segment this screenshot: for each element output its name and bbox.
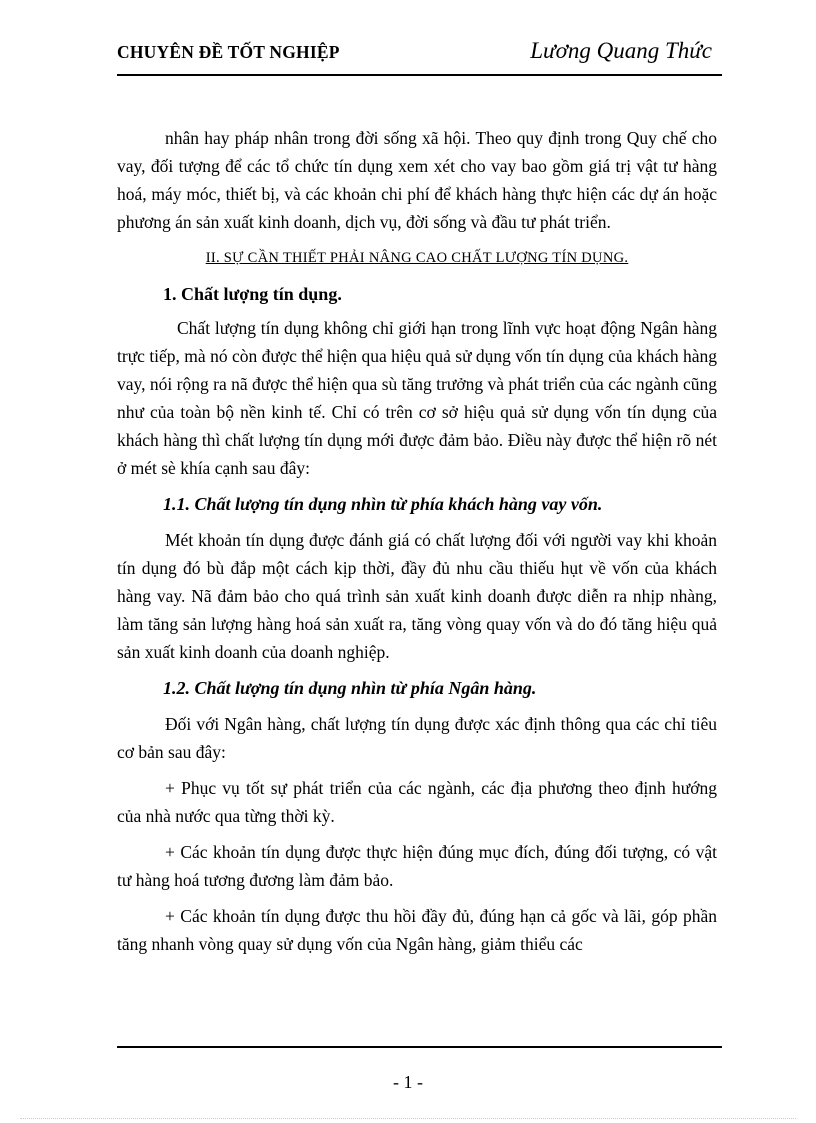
bullet-item-3: + Các khoản tín dụng được thu hồi đầy đủ, đúng hạn cả gốc và lãi, góp phần tăng nhanh vòng quay sử dụng vốn của Ngân hàng, giảm thiểu các bbox=[117, 906, 717, 954]
page-edge-divider bbox=[20, 1118, 796, 1119]
heading-1-1: 1.1. Chất lượng tín dụng nhìn từ phía khách hàng vay vốn. bbox=[163, 494, 603, 514]
footer-rule bbox=[117, 1046, 722, 1048]
paragraph-borrower: Mét khoản tín dụng được đánh giá có chất lượng đối với người vay khi khoản tín dụng đó bù đắp một cách kịp thời, đầy đủ nhu cầu thiếu hụt về vốn của khách hàng vay. Nã đảm bảo cho quá trình sản xuất kinh doanh được diễn ra nhịp nhàng, làm tăng sản lượng hàng hoá sản xuất ra, tăng vòng quay vốn và do đó tăng hiệu quả sản xuất kinh doanh của doanh nghiệp. bbox=[117, 530, 717, 662]
header-rule bbox=[117, 74, 722, 76]
bullet-item-1: + Phục vụ tốt sự phát triển của các ngành, các địa phương theo định hướng của nhà nước qua từng thời kỳ. bbox=[117, 778, 717, 826]
paragraph-bank: Đối với Ngân hàng, chất lượng tín dụng được xác định thông qua các chỉ tiêu cơ bản sau đây: bbox=[117, 714, 717, 762]
paragraph-quality: Chất lượng tín dụng không chỉ giới hạn trong lĩnh vực hoạt động Ngân hàng trực tiếp, mà nó còn được thể hiện qua hiệu quả sử dụng vốn tín dụng của khách hàng vay, nói rộng ra nã được thể hiện qua sù tăng trưởng và phát triển của các ngành cũng như của toàn bộ nền kinh tế. Chỉ có trên cơ sở hiệu quả sử dụng vốn tín dụng của khách hàng thì chất lượng tín dụng mới được đảm bảo. Điều này được thể hiện rõ nét ở mét sè khía cạnh sau đây: bbox=[117, 318, 717, 478]
section-title: II. SỰ CẦN THIẾT PHẢI NÂNG CAO CHẤT LƯỢNG TÍN DỤNG. bbox=[205, 250, 629, 266]
header-author: Lương Quang Thức bbox=[530, 38, 712, 63]
header-title: CHUYÊN ĐỀ TỐT NGHIỆP bbox=[117, 42, 340, 62]
heading-1: 1. Chất lượng tín dụng. bbox=[163, 284, 342, 304]
bullet-item-2: + Các khoản tín dụng được thực hiện đúng mục đích, đúng đối tượng, có vật tư hàng hoá tương đương làm đảm bảo. bbox=[117, 842, 717, 890]
page-content bbox=[117, 124, 717, 966]
page-header bbox=[117, 38, 722, 78]
page-number: - 1 - bbox=[393, 1072, 423, 1092]
continuation-paragraph: nhân hay pháp nhân trong đời sống xã hội. Theo quy định trong Quy chế cho vay, đối tượng để các tổ chức tín dụng xem xét cho vay bao gồm giá trị vật tư hàng hoá, máy móc, thiết bị, và các khoản chi phí để khách hàng thực hiện các dự án hoặc phương án sản xuất kinh doanh, dịch vụ, đời sống và đầu tư phát triển. bbox=[117, 128, 717, 232]
heading-1-2: 1.2. Chất lượng tín dụng nhìn từ phía Ngân hàng. bbox=[163, 678, 537, 698]
